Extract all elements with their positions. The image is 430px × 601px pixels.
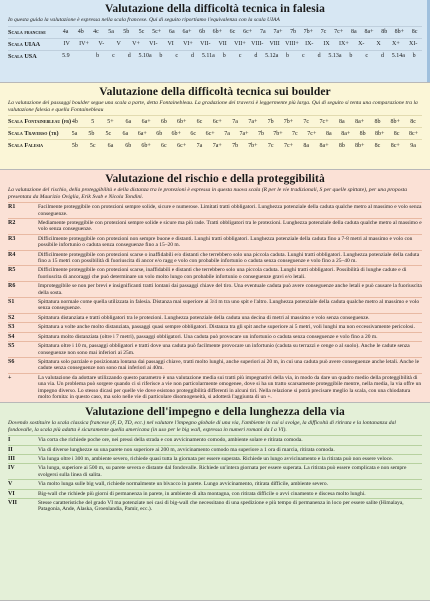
grade-value: 5.11a <box>201 53 215 60</box>
grade-value: 8a+ <box>364 29 374 36</box>
grade-value: 6c+ <box>243 29 253 36</box>
grade-value: 8b+ <box>354 142 365 149</box>
grade-value <box>74 53 90 59</box>
grade-description: Big-wall che richiede più giorni di permanenza in parete, in ambiente di alta montagna, con ritirata difficile o avvi cinamento e discesa molto lunghi. <box>38 490 366 497</box>
grade-code: R6 <box>8 283 16 290</box>
definition-row <box>8 234 422 250</box>
grade-values <box>58 53 422 59</box>
grade-description: Spittatura molto distanziata (oltre i 7 metri), passaggi obbligatori. Una caduta può provocare un infortunio o caduta senza conseguenze e volo fino a 20 m. <box>38 333 378 340</box>
definition-row <box>8 479 422 488</box>
grade-value: 7b+ <box>283 118 294 125</box>
grade-row-label: Scala Fontainebleau (fb) <box>8 118 72 126</box>
grade-code: V <box>8 481 13 488</box>
definition-row <box>8 489 422 498</box>
grade-value: c <box>238 53 242 60</box>
boulder-title: Valutazione della difficoltà tecnica sui boulder <box>99 86 331 98</box>
grade-value: 4c <box>93 29 99 36</box>
grade-description: Via corta che richiede poche ore, nei pressi della strada e con avvicinamento comodo, ambiente solare e ritirata comoda. <box>38 437 303 444</box>
grade-value: V+ <box>132 41 140 48</box>
grade-value: 5b <box>71 142 78 149</box>
grade-code: S1 <box>8 299 15 306</box>
free-climbing-section <box>0 0 430 83</box>
grade-value: 6a <box>107 142 114 149</box>
grade-value: 8a+ <box>319 142 329 149</box>
grade-value: c <box>175 53 179 60</box>
grade-value: d <box>127 53 131 60</box>
grade-value: 8a+ <box>341 130 351 137</box>
grade-value: VII <box>218 41 227 48</box>
grade-value: 6c+ <box>205 130 215 137</box>
grade-value: 7c+ <box>307 130 317 137</box>
grade-row <box>8 50 422 62</box>
definition-row <box>8 332 422 341</box>
grade-values <box>58 29 422 35</box>
grade-value: 4b <box>71 118 78 125</box>
risk-title: Valutazione del rischio e della proteggibilità <box>105 173 325 185</box>
grade-value: b <box>159 53 163 60</box>
grade-values <box>66 131 422 137</box>
grade-value: 5c <box>138 29 145 36</box>
grade-value: 7b <box>267 118 274 125</box>
grade-value: VIII- <box>251 41 264 48</box>
grade-value: 6c <box>161 142 167 149</box>
boulder-section <box>0 83 430 170</box>
grade-value: 7a <box>224 130 230 137</box>
grade-value: 7c <box>303 118 310 125</box>
grade-value: VII+ <box>234 41 246 48</box>
grade-value: d <box>254 53 258 60</box>
grade-value: 8b+ <box>374 130 385 137</box>
grade-value: 7a+ <box>212 142 222 149</box>
boulder-intro: La valutazione dei passaggi boulder segue una scala a parte, detta Fontainebleau. La gradazione dei traversi è leggermente più larga. Qui di seguito si tenta una comparazione tra la valutazione falesia e quella Fontainebleau <box>8 100 418 113</box>
grade-value: 5a <box>71 130 78 137</box>
grade-value: 7c+ <box>283 142 293 149</box>
grade-value: IX- <box>305 41 314 48</box>
grade-value: 7a+ <box>273 29 283 36</box>
grade-code: VII <box>8 500 18 507</box>
commitment-title: Valutazione dell'impegno e della lunghezza della via <box>85 406 345 418</box>
definition-row <box>8 435 422 444</box>
grade-value: 6a <box>122 130 129 137</box>
grade-value: 6a+ <box>137 130 147 137</box>
definition-row <box>8 373 422 402</box>
definition-row <box>8 265 422 281</box>
grade-value: 6b+ <box>171 130 181 137</box>
grade-value: 7c+ <box>334 29 344 36</box>
grade-value: 8c+ <box>390 142 400 149</box>
grade-value: d <box>317 53 321 60</box>
grade-value: b <box>349 53 353 60</box>
grade-value: 8b <box>359 130 366 137</box>
grade-value: 8c <box>411 29 418 36</box>
grade-description: Stesse caratteristiche del grado VI ma potenziate nei casi di big-wall che necessitano di una spedizione e più tempo di permanenza in loco per essere salite (Himalaya, Patagonia, Ande, Alaska, Groenlandia, Pamir, ecc.). <box>38 500 404 513</box>
grade-value: 8b <box>381 29 388 36</box>
grade-row-label: Scala Traverso (tr) <box>8 130 59 138</box>
grade-description: Mediamente proteggibile con protezioni sempre solide e sicure ma più rade. Tratti obbligatori tra le protezioni. Lunghezza potenziale della caduta qualche metro al massimo e volo senza conseguenze. <box>38 220 422 233</box>
definition-row <box>8 463 422 479</box>
grade-value: 5c <box>89 142 96 149</box>
grade-value: V <box>116 41 121 48</box>
grade-value: 6b+ <box>176 118 187 125</box>
grade-value: VI- <box>149 41 158 48</box>
grade-description: Difficilmente proteggibile con protezioni scarse, inaffidabili e distanti che terrebbero solo una piccola caduta. Lunghi tratti obbligatori. Possibilità di lunghe cadute e di fuoriuscita di ancoraggi che può determinare un volo molto lungo con probabile infortunio o conseguenze gravi e/o letali. <box>38 267 407 280</box>
grade-description: Difficilmente proteggibile con protezioni non sempre buone e distanti. Lunghi tratti obbligatori. Lunghezza potenziale della caduta fino a 7-8 metri al massimo e volo con possibile infortunio o caduta senza conseguenze fino a 15–20 m. <box>38 235 413 249</box>
grade-value: 9a <box>410 142 416 149</box>
grade-row <box>8 38 422 50</box>
definition-row <box>8 250 422 266</box>
grade-value: 5.10a <box>138 53 152 60</box>
grade-description: Difficilmente proteggibile con protezioni scarse o inaffidabili e/o distanti che terrebbero solo una piccola caduta. Lunghi tratti obbligatori. Lunghezza potenziale della caduta fino a 15 metri con possibilità di fuoriuscita di ancor e/o ragg e volo con probabile infortunio o caduta senza conseguenze e volo fino a 25–40 m. <box>38 251 420 265</box>
grade-code: R4 <box>8 251 16 258</box>
grade-description: Facilmente proteggibile con protezioni sempre solide, sicure e numerose. Limitati tratti obbligatori. Lunghezza potenziale della caduta qualche metro al massimo e volo senza conseguenze. <box>38 204 422 217</box>
grade-value: 8c <box>374 142 381 149</box>
grade-value: 7b+ <box>248 142 258 149</box>
grade-code: III <box>8 456 16 462</box>
grade-description: Spittatura distanziata e tratti obbligatori tra le protezioni. Lunghezza potenziale della caduta una decina di metri al massimo e volo senza conseguenze. <box>38 314 370 321</box>
grade-value: VI+ <box>183 41 193 48</box>
grade-row-label: Scala UIAA <box>8 40 41 48</box>
grade-value: 7b+ <box>273 130 283 137</box>
definition-row <box>8 297 422 313</box>
grade-row-label: Scala Falesia <box>8 142 43 150</box>
grade-value: c <box>302 53 305 60</box>
definition-row <box>8 357 422 373</box>
grade-value: 8a <box>351 29 357 36</box>
grade-value: 6b <box>156 130 163 137</box>
grade-value: VII- <box>200 41 211 48</box>
grade-value: 6c <box>190 130 196 137</box>
definition-row <box>8 322 422 331</box>
grade-value: V- <box>98 41 105 48</box>
grade-value: 7c+ <box>319 118 329 125</box>
grade-description: La valutazione da adottare utilizzando questo parametro è una valutazione media sui tratti più impegnativi della via, in modo da dare un quadro medio della proteggibilità di una via. Un problema può sorgere quando ci si riferisce a vie non particolarmente omogenee, dove si ha un tratto scarsamente proteggibile mentre, nella media, la via offre un impegno diverso. Lo stesso dicasi per quelle vie dove esistono proteggibilità differenti in alcuni tiri. Nella relazione si potrà precisare meglio la scala, con una chiodatura molto fornita: in questo caso, ma solo nelle vie di particolare disomogeneità, si adotterà l'aggiunta di un +. <box>38 374 422 400</box>
grade-value: 8b <box>338 142 345 149</box>
grade-value: 6c+ <box>212 118 222 125</box>
grade-value: 5.14a <box>391 53 405 60</box>
grade-description: Via lunga oltre i 300 m, ambiente severo, richiede quasi tutta la giornata per essere superata. Richiede un lungo avvicinamento e la ritirata può non essere veloce. <box>38 456 393 462</box>
grade-value: 6b+ <box>212 29 222 36</box>
grade-value: 6a+ <box>141 118 151 125</box>
grade-value: 6a <box>125 118 132 125</box>
grade-value: 8a <box>325 130 332 137</box>
grade-code: VI <box>8 490 15 497</box>
grade-value: 6b <box>199 29 206 36</box>
grade-row <box>8 127 422 139</box>
grade-value: 8c <box>410 118 416 125</box>
grade-value: 5b <box>88 130 95 137</box>
commitment-intro: Dovendo sostituire la scala classica francese (F, D, TD, ecc.) nel valutare l'impegno globale di una via, l'ambiente in cui si svolge, la difficoltà di ritirata e la lontananza dal fondovalle, la scala più adatta è sicuramente quella americana (in uso per le big wall, espressa in numeri romani da I a VI). <box>8 420 396 433</box>
grade-description: Via lunga, superiore ai 500 m, su parete severa e distante dal fondovalle. Richiede un'intera giornata per essere superata. La ritirata può essere complicata e non sempre svolgersi sulla linea di salita. <box>38 465 407 478</box>
grade-code: S3 <box>8 324 15 331</box>
grade-code: I <box>8 437 11 444</box>
grade-value: VI <box>167 41 174 48</box>
grade-code: II <box>8 446 13 453</box>
risk-section <box>0 170 430 403</box>
grade-description: Via molto lunga sulle big wall, richiede normalmente un bivacco in parete. Lungo avvicinamento, ritirata difficile, ambiente severo. <box>38 481 329 488</box>
definition-row <box>8 341 422 357</box>
grade-value: d <box>191 53 195 60</box>
definition-row <box>8 313 422 322</box>
grade-value: 7c <box>292 130 298 137</box>
grade-value: 7a+ <box>239 130 249 137</box>
grade-value: 8a <box>339 118 345 125</box>
grade-code: S4 <box>8 333 15 340</box>
grade-value: 7b <box>232 142 239 149</box>
definition-row <box>8 218 422 234</box>
grade-code: R5 <box>8 267 16 274</box>
grade-value: 6a+ <box>182 29 192 36</box>
grade-row <box>8 26 422 38</box>
grade-value: c <box>112 53 115 60</box>
grade-value: X- <box>358 41 365 48</box>
grade-value: 6a <box>168 29 175 36</box>
grade-code: R3 <box>8 235 16 242</box>
grade-code: S2 <box>8 314 15 321</box>
grade-value: c <box>365 53 368 60</box>
grade-code: S6 <box>8 358 15 365</box>
grade-value: VIII+ <box>285 41 299 48</box>
grade-value: 8b+ <box>390 118 400 125</box>
grade-values <box>66 143 422 149</box>
definition-row <box>8 202 422 218</box>
grade-value: 5a <box>108 29 114 36</box>
grade-value: IV+ <box>79 41 89 48</box>
grade-value: 7a <box>232 118 238 125</box>
grade-value: X+ <box>392 41 400 48</box>
grade-value: 7c <box>267 142 274 149</box>
grade-value: 5+ <box>107 118 114 125</box>
grade-value: 8c+ <box>409 130 419 137</box>
grade-description: Spittatura solo parziale e posizionata lontana dai passaggi chiave, tratti molto lunghi, anche superiori ai 20 m, in cui una caduta può avere conseguenze anche letali. Anche le cadute senza conseguenze non sono mai inferiori ai 40m. <box>38 358 420 372</box>
definition-row <box>8 454 422 463</box>
grade-value: IX <box>323 41 330 48</box>
free-title: Valutazione della difficoltà tecnica in falesia <box>105 3 325 15</box>
grade-description: Spittatura normale come quella utilizzata in falesia. Distanza mai superiore ai 3/4 m tra uno spit e l'altro. Lunghezza potenziale della caduta qualche metro al massimo e volo senza conseguenze. <box>38 299 420 312</box>
grade-value: 6c <box>229 29 236 36</box>
free-grade-table <box>8 26 422 62</box>
grade-values <box>66 119 422 125</box>
grade-value: 6c <box>196 118 203 125</box>
definition-row <box>8 498 422 514</box>
grade-value: XI- <box>409 41 418 48</box>
grade-value: 8a <box>303 142 310 149</box>
grade-value: 8c <box>393 130 400 137</box>
grade-value: 6b+ <box>141 142 151 149</box>
commitment-section <box>0 403 430 601</box>
grade-value: 5.13a <box>328 53 342 60</box>
grade-code: R1 <box>8 204 16 211</box>
grade-value: 5.12a <box>265 53 279 60</box>
grade-value: X <box>376 41 381 48</box>
grade-description: Improteggibile se non per brevi e insignificanti tratti lontani dai passaggi chiave del tiro. Una eventuale caduta può avere conseguenze anche letali e può causare la fuoriuscita della sosta. <box>38 283 422 296</box>
grade-value: 4b <box>77 29 84 36</box>
boulder-grade-table <box>8 115 422 151</box>
grade-value: b <box>412 53 416 60</box>
grade-value: d <box>380 53 384 60</box>
grade-value: 7a <box>259 29 266 36</box>
grade-value: 7b <box>290 29 297 36</box>
grade-value: VIII <box>269 41 280 48</box>
grade-row <box>8 115 422 127</box>
grade-value: 7a <box>196 142 203 149</box>
grade-value: 5.9 <box>62 53 70 60</box>
grade-value: 5 <box>91 118 95 125</box>
grade-value: b <box>222 53 226 60</box>
grade-values <box>58 41 422 47</box>
grade-description: Via di diverse lunghezze su una parete non superiore ai 200 m, avvicinamento comodo ma superiore a 1 ora di marcia, ritirata comoda. <box>38 446 335 453</box>
grade-value: 5c+ <box>152 29 162 36</box>
grade-value: b <box>96 53 100 60</box>
grade-value: 7c <box>320 29 327 36</box>
grade-value: 7b <box>257 130 264 137</box>
free-intro: In questa guida la valutazione è espressa nella scala francese. Qui di seguito riportiamo l'equivalenza con la scala UIAA <box>8 17 280 23</box>
grade-value: 6c+ <box>177 142 187 149</box>
grade-description: Spittatura oltre i 10 m, passaggi obbligatori e tratti dove una caduta può facilmente provocare un infortunio (caduta su terrazzi e cenge o al suolo). Anche le cadute senza conseguenze non sono mai inferiori ai 25m. <box>38 343 410 356</box>
grade-code: S5 <box>8 343 15 350</box>
risk-intro: La valutazione del rischio, della proteggibilità e della distanza tra le protezioni è espressa in questa nuova scala (R per le vie tradizionali, S per quelle spittate), per una proposta presentata da Maurizio Oviglia, Erik Svab e Nicola Tondini. <box>8 187 408 200</box>
grade-row-label: Scala francese <box>8 28 46 36</box>
grade-code: + <box>8 374 12 381</box>
commitment-definition-list <box>8 435 422 514</box>
grade-value: IX+ <box>339 41 349 48</box>
definition-row <box>8 445 422 454</box>
grade-value: 8b <box>374 118 381 125</box>
grade-code: IV <box>8 465 15 472</box>
grade-row <box>8 139 422 151</box>
grade-value: 7a+ <box>248 118 258 125</box>
risk-definition-list <box>8 202 422 401</box>
grade-value: 6b <box>160 118 167 125</box>
grade-code: R2 <box>8 220 16 226</box>
grade-value: 7b+ <box>303 29 314 36</box>
grade-value: b <box>286 53 289 60</box>
grade-row-label: Scala USA <box>8 52 37 60</box>
grade-value: 8a+ <box>355 118 365 125</box>
grade-value: 8b+ <box>394 29 405 36</box>
grade-value: IV <box>63 41 70 48</box>
grade-value: 5b <box>123 29 130 36</box>
grade-description: Spittatura a volte anche molto distanziata, passaggi quasi sempre obbligatori. Distanza tra gli spit anche superiore ai 5 metri, voli lunghi ma non eccessivamente pericolosi. <box>38 324 415 331</box>
definition-row <box>8 281 422 297</box>
grade-value: 6b <box>125 142 132 149</box>
grade-value: 4a <box>62 29 69 36</box>
grade-value: 5c <box>105 130 112 137</box>
